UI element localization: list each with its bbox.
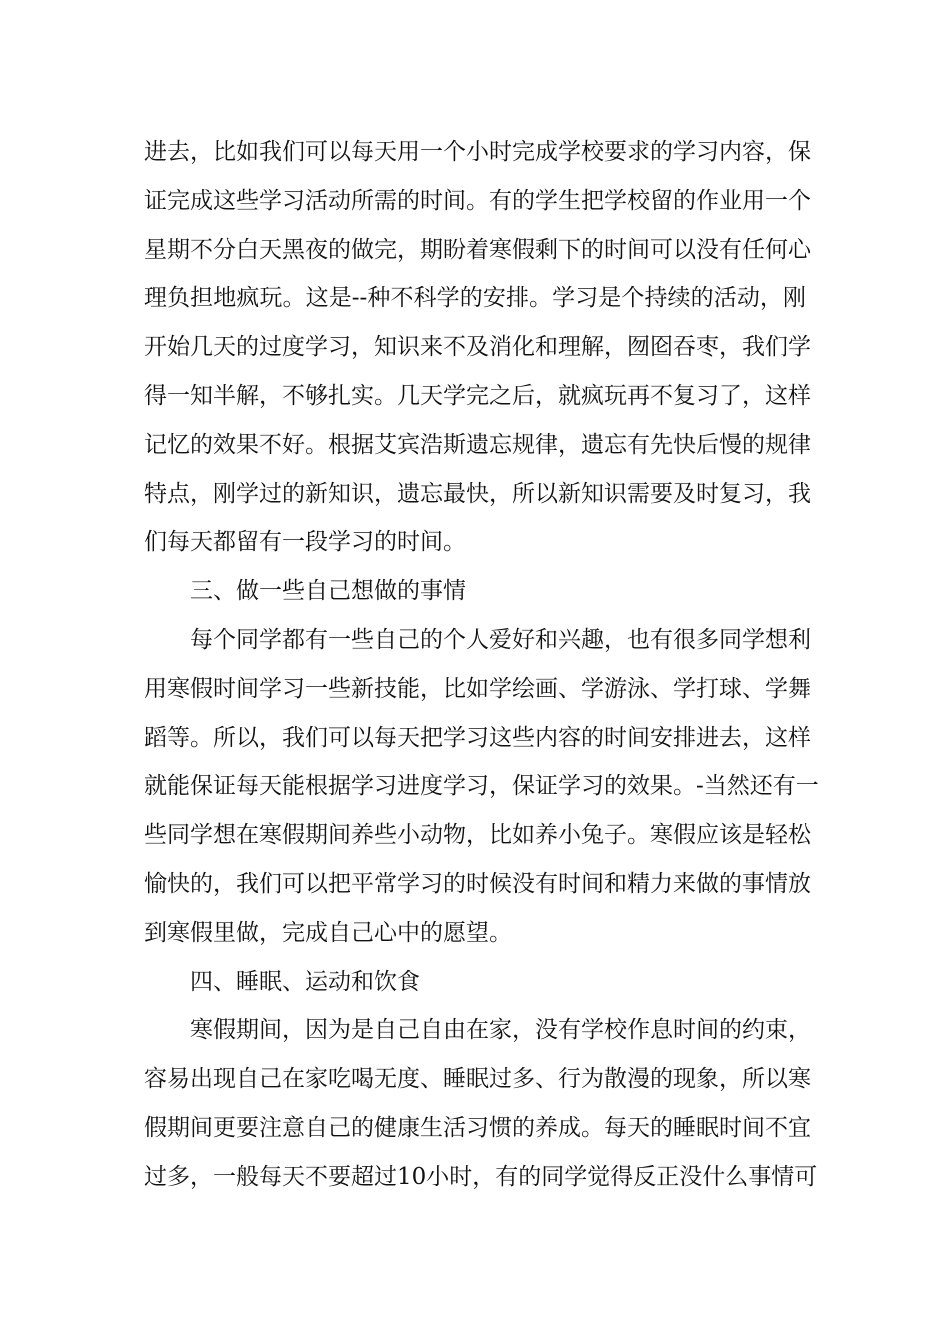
text-line: 些同学想在寒假期间养些小动物，比如养小兔子。寒假应该是轻松 bbox=[144, 822, 811, 849]
text-line: 特点，刚学过的新知识，遗忘最快，所以新知识需要及时复习，我 bbox=[144, 480, 811, 507]
text-line: 证完成这些学习活动所需的时间。有的学生把学校留的作业用一个 bbox=[144, 187, 811, 214]
text-line: 得一知半解，不够扎实。几天学完之后，就疯玩再不复习了，这样 bbox=[144, 382, 811, 409]
text-line: 就能保证每天能根据学习进度学习，保证学习的效果。-当然还有一 bbox=[144, 773, 819, 800]
paragraph-last-line: 们每天都留有一段学习的时间。 bbox=[144, 529, 466, 556]
text-line: 星期不分白天黑夜的做完，期盼着寒假剩下的时间可以没有任何心 bbox=[144, 236, 811, 263]
body-text bbox=[144, 128, 819, 1202]
text-line: 记忆的效果不好。根据艾宾浩斯遗忘规律，遗忘有先快后慢的规律 bbox=[144, 431, 811, 458]
paragraph-first-line: 寒假期间，因为是自己自由在家，没有学校作息时间的约束， bbox=[190, 1017, 811, 1044]
section-heading: 三、做一些自己想做的事情 bbox=[190, 578, 466, 605]
text-line: 理负担地疯玩。这是--种不科学的安排。学习是个持续的活动，刚 bbox=[144, 285, 806, 312]
paragraph-first-line: 每个同学都有一些自己的个人爱好和兴趣，也有很多同学想利 bbox=[190, 626, 811, 653]
paragraph-last-line: 到寒假里做，完成自己心中的愿望。 bbox=[144, 919, 512, 946]
text-line: 进去，比如我们可以每天用一个小时完成学校要求的学习内容，保 bbox=[144, 139, 811, 165]
section-heading: 四、睡眠、运动和饮食 bbox=[190, 968, 420, 995]
text-line: 过多，一般每天不要超过10小时，有的同学觉得反正没什么事情可 bbox=[144, 1163, 818, 1190]
text-line: 开始几天的过度学习，知识来不及消化和理解，囫囵吞枣，我们学 bbox=[144, 334, 811, 361]
text-line: 容易出现自己在家吃喝无度、睡眠过多、行为散漫的现象，所以寒 bbox=[144, 1066, 811, 1093]
text-line: 假期间更要注意自己的健康生活习惯的养成。每天的睡眠时间不宜 bbox=[144, 1114, 811, 1141]
text-line: 愉快的，我们可以把平常学习的时候没有时间和精力来做的事情放 bbox=[144, 870, 811, 897]
text-line: 用寒假时间学习一些新技能，比如学绘画、学游泳、学打球、学舞 bbox=[144, 675, 811, 702]
text-line: 蹈等。所以，我们可以每天把学习这些内容的时间安排进去，这样 bbox=[144, 724, 811, 751]
